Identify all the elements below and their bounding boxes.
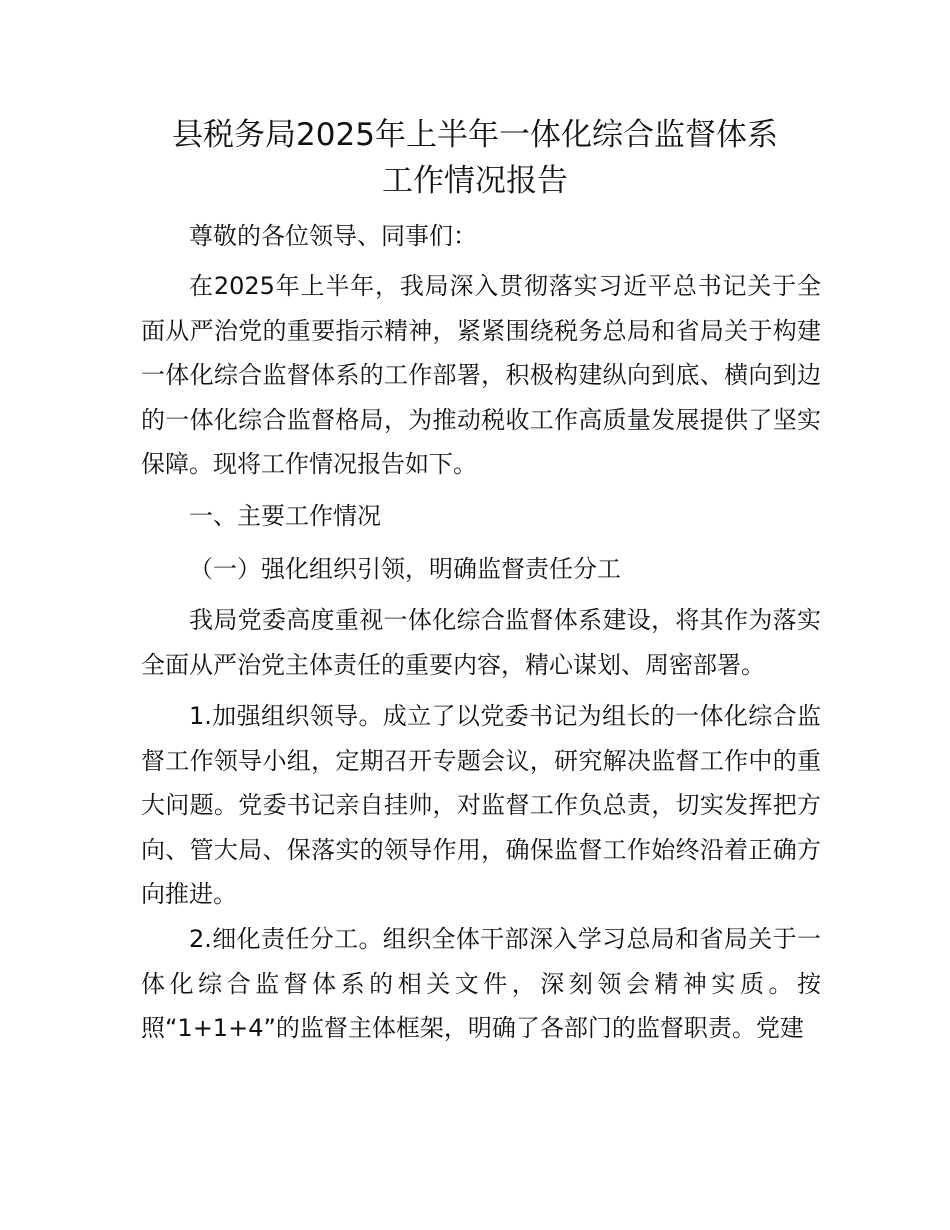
salutation: 尊敬的各位领导、同事们：	[189, 222, 477, 250]
paragraph-item-2: 2.细化责任分工。组织全体干部深入学习总局和省局关于一体化综合监督体系的相关文件，深刻领会精神实质。按照“1+1+4”的监督主体框架，明确了各部门的监督职责。党建	[141, 925, 821, 1042]
report-title-line1: 县税务局2025年上半年一体化综合监督体系	[172, 117, 778, 153]
paragraph-intro: 在2025年上半年，我局深入贯彻落实习近平总书记关于全面从严治党的重要指示精神，紧紧围绕税务总局和省局关于构建一体化综合监督体系的工作部署，积极构建纵向到底、横向到边的一体化综合监督格局，为推动税收工作高质量发展提供了坚实保障。现将工作情况报告如下。	[141, 272, 821, 478]
subsection-heading: （一）强化组织引领，明确监督责任分工	[189, 555, 621, 583]
paragraph-item-1: 1.加强组织领导。成立了以党委书记为组长的一体化综合监督工作领导小组，定期召开专题会议，研究解决监督工作中的重大问题。党委书记亲自挂帅，对监督工作负总责，切实发挥把方向、管大局、保落实的领导作用，确保监督工作始终沿着正确方向推进。	[141, 702, 821, 908]
paragraph-organization: 我局党委高度重视一体化综合监督体系建设，将其作为落实全面从严治党主体责任的重要内容，精心谋划、周密部署。	[141, 606, 821, 679]
report-title-line2: 工作情况报告	[382, 163, 568, 199]
section-heading: 一、主要工作情况	[189, 502, 381, 530]
